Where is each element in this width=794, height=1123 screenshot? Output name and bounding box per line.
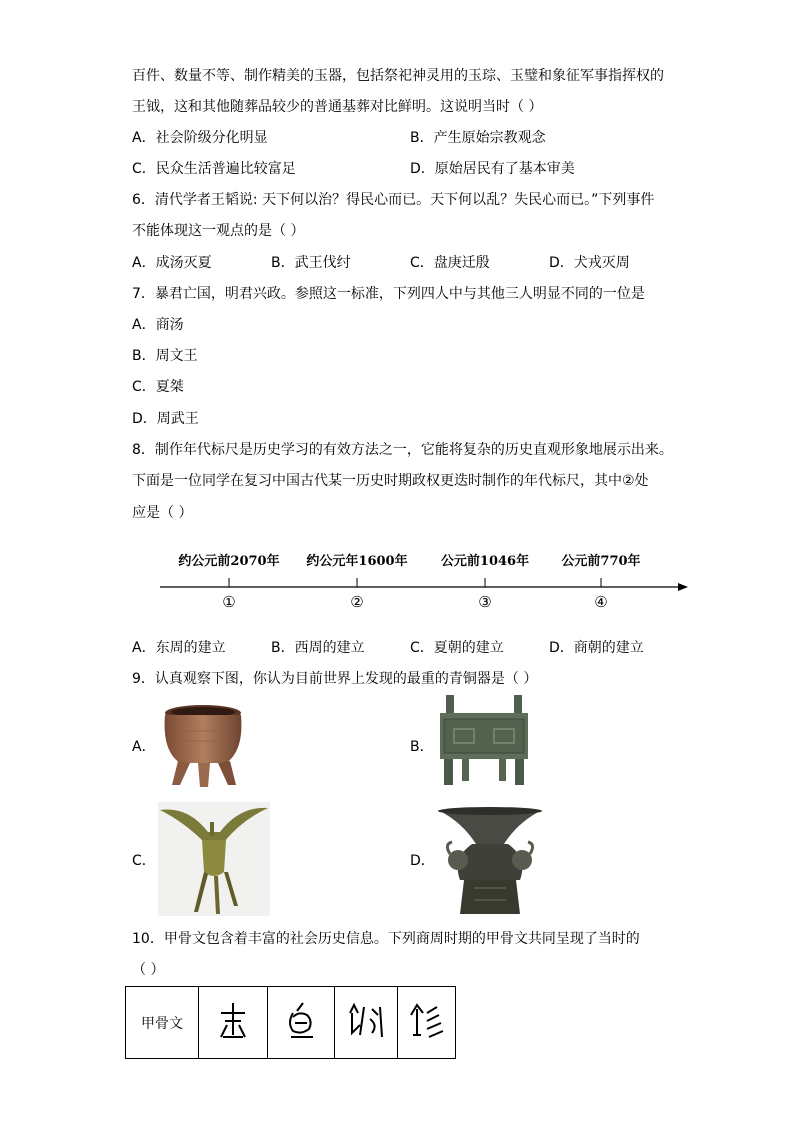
q6-option-a[interactable]: A．成汤灭夏 [132, 255, 212, 271]
table-row [126, 987, 456, 1059]
timeline-label-1: 约公元前2070年 [178, 554, 280, 569]
oracle-glyph-4-icon [405, 999, 449, 1043]
q8-option-c[interactable]: C．夏朝的建立 [410, 640, 504, 656]
oracle-glyph-1 [199, 987, 268, 1059]
bronze-ram-zun-icon [434, 804, 546, 916]
oracle-glyph-3 [335, 987, 398, 1059]
q9-stem: 9．认真观察下图，你认为目前世界上发现的最重的青铜器是（ ） [132, 671, 538, 687]
oracle-glyph-4 [398, 987, 456, 1059]
q7-option-c[interactable]: C．夏桀 [132, 379, 184, 395]
q9-option-a-image[interactable] [158, 701, 248, 791]
q7-stem: 7．暴君亡国，明君兴政。参照这一标准，下列四人中与其他三人明显不同的一位是 [132, 286, 645, 302]
timeline-svg [150, 548, 690, 618]
q8-option-a[interactable]: A．东周的建立 [132, 640, 226, 656]
intro-option-b[interactable]: B．产生原始宗教观念 [410, 130, 546, 146]
oracle-glyph-3-icon [344, 999, 388, 1043]
bronze-square-ding-icon [434, 695, 534, 787]
q7-option-d[interactable]: D．周武王 [132, 411, 199, 427]
intro-option-c[interactable]: C．民众生活普遍比较富足 [132, 161, 296, 177]
timeline-label-3: 公元前1046年 [440, 554, 530, 569]
clay-tripod-vessel-icon [158, 701, 248, 791]
q6-option-c[interactable]: C．盘庚迁殷 [410, 255, 490, 271]
q9-option-c-image[interactable] [158, 802, 270, 916]
q9-option-b-image[interactable] [434, 695, 534, 787]
q6-option-d[interactable]: D．犬戎灭周 [549, 255, 630, 271]
q10-stem-line-2: （ ） [132, 962, 165, 978]
timeline-mark-3: ③ [478, 593, 492, 611]
q9-option-d-label[interactable]: D． [410, 853, 435, 869]
q9-option-b-label[interactable]: B． [410, 739, 434, 755]
timeline-arrow-icon [678, 583, 688, 591]
timeline-label-4: 公元前770年 [561, 554, 641, 569]
timeline-ruler [150, 548, 690, 618]
q6-stem-line-1: 6．清代学者王韬说: 天下何以治？得民心而已。天下何以乱？失民心而已。”下列事件 [132, 192, 655, 208]
timeline-mark-2: ② [350, 593, 364, 611]
q8-stem-line-3: 应是（ ） [132, 505, 193, 521]
q7-option-a[interactable]: A．商汤 [132, 317, 184, 333]
q9-option-c-label[interactable]: C． [132, 853, 156, 869]
timeline-mark-1: ① [222, 593, 236, 611]
timeline-mark-4: ④ [594, 593, 608, 611]
oracle-bone-table [125, 986, 456, 1059]
q9-option-a-label[interactable]: A． [132, 739, 156, 755]
oracle-glyph-1-icon [211, 999, 255, 1043]
q8-stem-line-1: 8．制作年代标尺是历史学习的有效方法之一，它能将复杂的历史直观形象地展示出来。 [132, 442, 673, 458]
q6-option-b[interactable]: B．武王伐纣 [271, 255, 351, 271]
intro-line-1: 百件、数量不等、制作精美的玉器，包括祭祀神灵用的玉琮、玉璧和象征军事指挥权的 [132, 68, 664, 84]
q9-option-d-image[interactable] [434, 804, 546, 916]
intro-line-2: 王钺，这和其他随葬品较少的普通基葬对比鲜明。这说明当时（ ） [132, 99, 543, 115]
intro-option-a[interactable]: A．社会阶级分化明显 [132, 130, 268, 146]
q6-stem-line-2: 不能体现这一观点的是（ ） [132, 223, 305, 239]
timeline-label-2: 约公元年1600年 [306, 554, 408, 569]
intro-option-d[interactable]: D．原始居民有了基本审美 [410, 161, 575, 177]
oracle-glyph-2 [268, 987, 335, 1059]
oracle-glyph-2-icon [279, 999, 323, 1043]
q7-option-b[interactable]: B．周文王 [132, 348, 198, 364]
q8-option-b[interactable]: B．西周的建立 [271, 640, 365, 656]
q10-stem-line-1: 10．甲骨文包含着丰富的社会历史信息。下列商周时期的甲骨文共同呈现了当时的 [132, 931, 640, 947]
q8-stem-line-2: 下面是一位同学在复习中国古代某一历史时期政权更迭时制作的年代标尺，其中②处 [132, 473, 649, 489]
bronze-jue-wine-vessel-icon [158, 802, 270, 916]
q8-option-d[interactable]: D．商朝的建立 [549, 640, 644, 656]
oracle-table-header: 甲骨文 [126, 987, 199, 1059]
